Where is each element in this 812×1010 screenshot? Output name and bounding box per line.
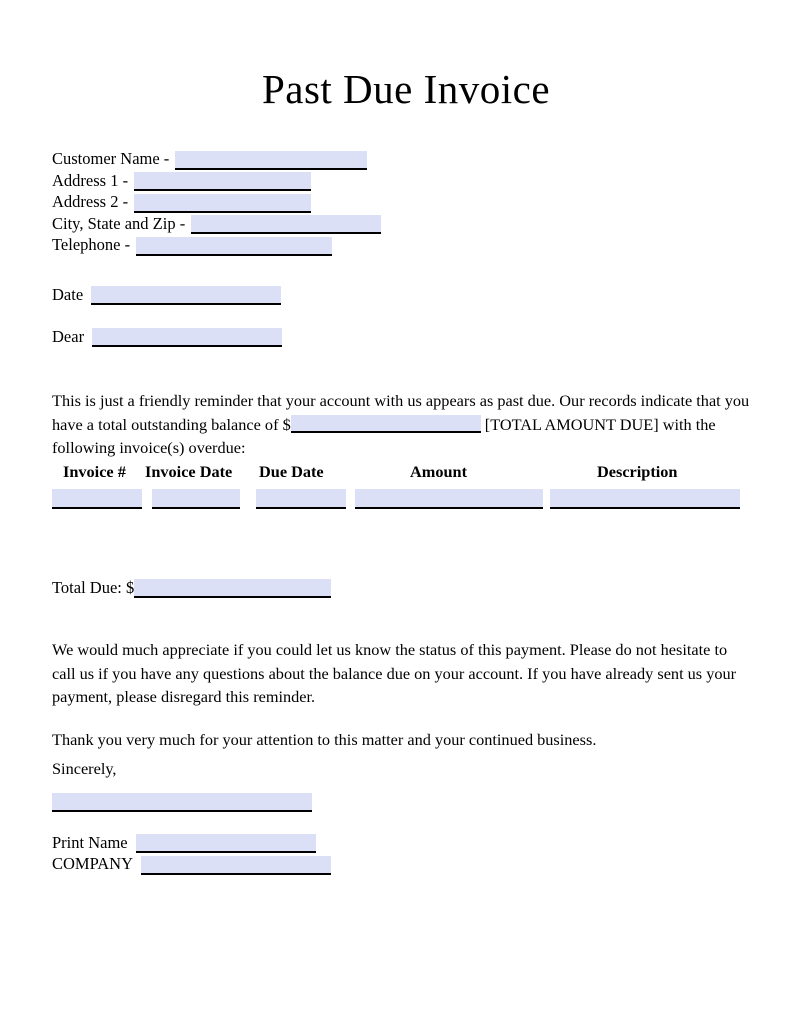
salutation-label: Dear: [52, 327, 85, 346]
company-row: [52, 853, 331, 875]
print-name-row: [52, 832, 331, 854]
recipient-address-block: [52, 148, 381, 256]
salutation-field[interactable]: [92, 328, 282, 347]
customer-name-label: Customer Name -: [52, 149, 170, 168]
description-field[interactable]: [550, 489, 740, 509]
page-title: Past Due Invoice: [261, 66, 551, 113]
address-2-field[interactable]: [134, 194, 311, 213]
column-header-description: Description: [597, 462, 678, 481]
city-state-zip-field[interactable]: [191, 215, 381, 234]
address-1-field[interactable]: [134, 172, 311, 191]
customer-name-row: [52, 148, 381, 170]
table-row: [52, 489, 742, 513]
city-state-zip-label: City, State and Zip -: [52, 213, 186, 233]
signature-block: [52, 790, 331, 875]
signature-row: [52, 790, 331, 812]
date-row: [52, 285, 281, 305]
thanks-paragraph: Thank you very much for your attention to this matter and your continued business.: [52, 730, 597, 750]
signature-spacer: [52, 812, 331, 832]
intro-paragraph-part1: This is just a friendly reminder that your account with us appears as past due. Our records indicate that you have a total outstanding balance of $: [52, 391, 750, 434]
amount-field[interactable]: [355, 489, 543, 509]
print-name-label: Print Name: [52, 832, 128, 852]
address-1-row: [52, 170, 381, 192]
city-state-zip-row: [52, 213, 381, 235]
total-due-label: Total Due: $: [52, 578, 135, 597]
invoice-number-field[interactable]: [52, 489, 142, 509]
total-amount-due-field[interactable]: [291, 415, 481, 433]
address-2-label: Address 2 -: [52, 192, 129, 211]
telephone-label: Telephone -: [52, 235, 131, 254]
intro-paragraph-part2: [TOTAL AMOUNT DUE] with the following invoice(s) overdue:: [52, 414, 716, 458]
intro-paragraph: [52, 389, 758, 460]
total-due-row: [52, 578, 331, 598]
address-1-label: Address 1 -: [52, 170, 129, 190]
signature-field[interactable]: [52, 793, 312, 812]
total-due-field[interactable]: [134, 579, 331, 598]
invoice-table: [52, 462, 742, 513]
invoice-table-header-row: [52, 462, 742, 486]
salutation-row: [52, 327, 282, 347]
column-header-amount: Amount: [410, 462, 467, 481]
appreciation-paragraph: We would much appreciate if you could let us know the status of this payment. Please do not hesitate to call us if you have any questions about the balance due on your account. If you have already sent us your payment, please disregard this reminder.: [52, 640, 737, 707]
invoice-date-field[interactable]: [152, 489, 240, 509]
column-header-invoice-number: Invoice #: [63, 462, 126, 481]
print-name-field[interactable]: [136, 834, 316, 853]
customer-name-field[interactable]: [175, 151, 367, 170]
column-header-invoice-date: Invoice Date: [145, 462, 233, 481]
closing-line: Sincerely,: [52, 759, 117, 778]
column-header-due-date: Due Date: [259, 462, 324, 481]
telephone-row: [52, 234, 381, 256]
date-field[interactable]: [91, 286, 281, 305]
company-field[interactable]: [141, 856, 331, 875]
address-2-row: [52, 191, 381, 213]
date-label: Date: [52, 285, 84, 304]
telephone-field[interactable]: [136, 237, 332, 256]
company-label: COMPANY: [52, 854, 134, 873]
due-date-field[interactable]: [256, 489, 346, 509]
